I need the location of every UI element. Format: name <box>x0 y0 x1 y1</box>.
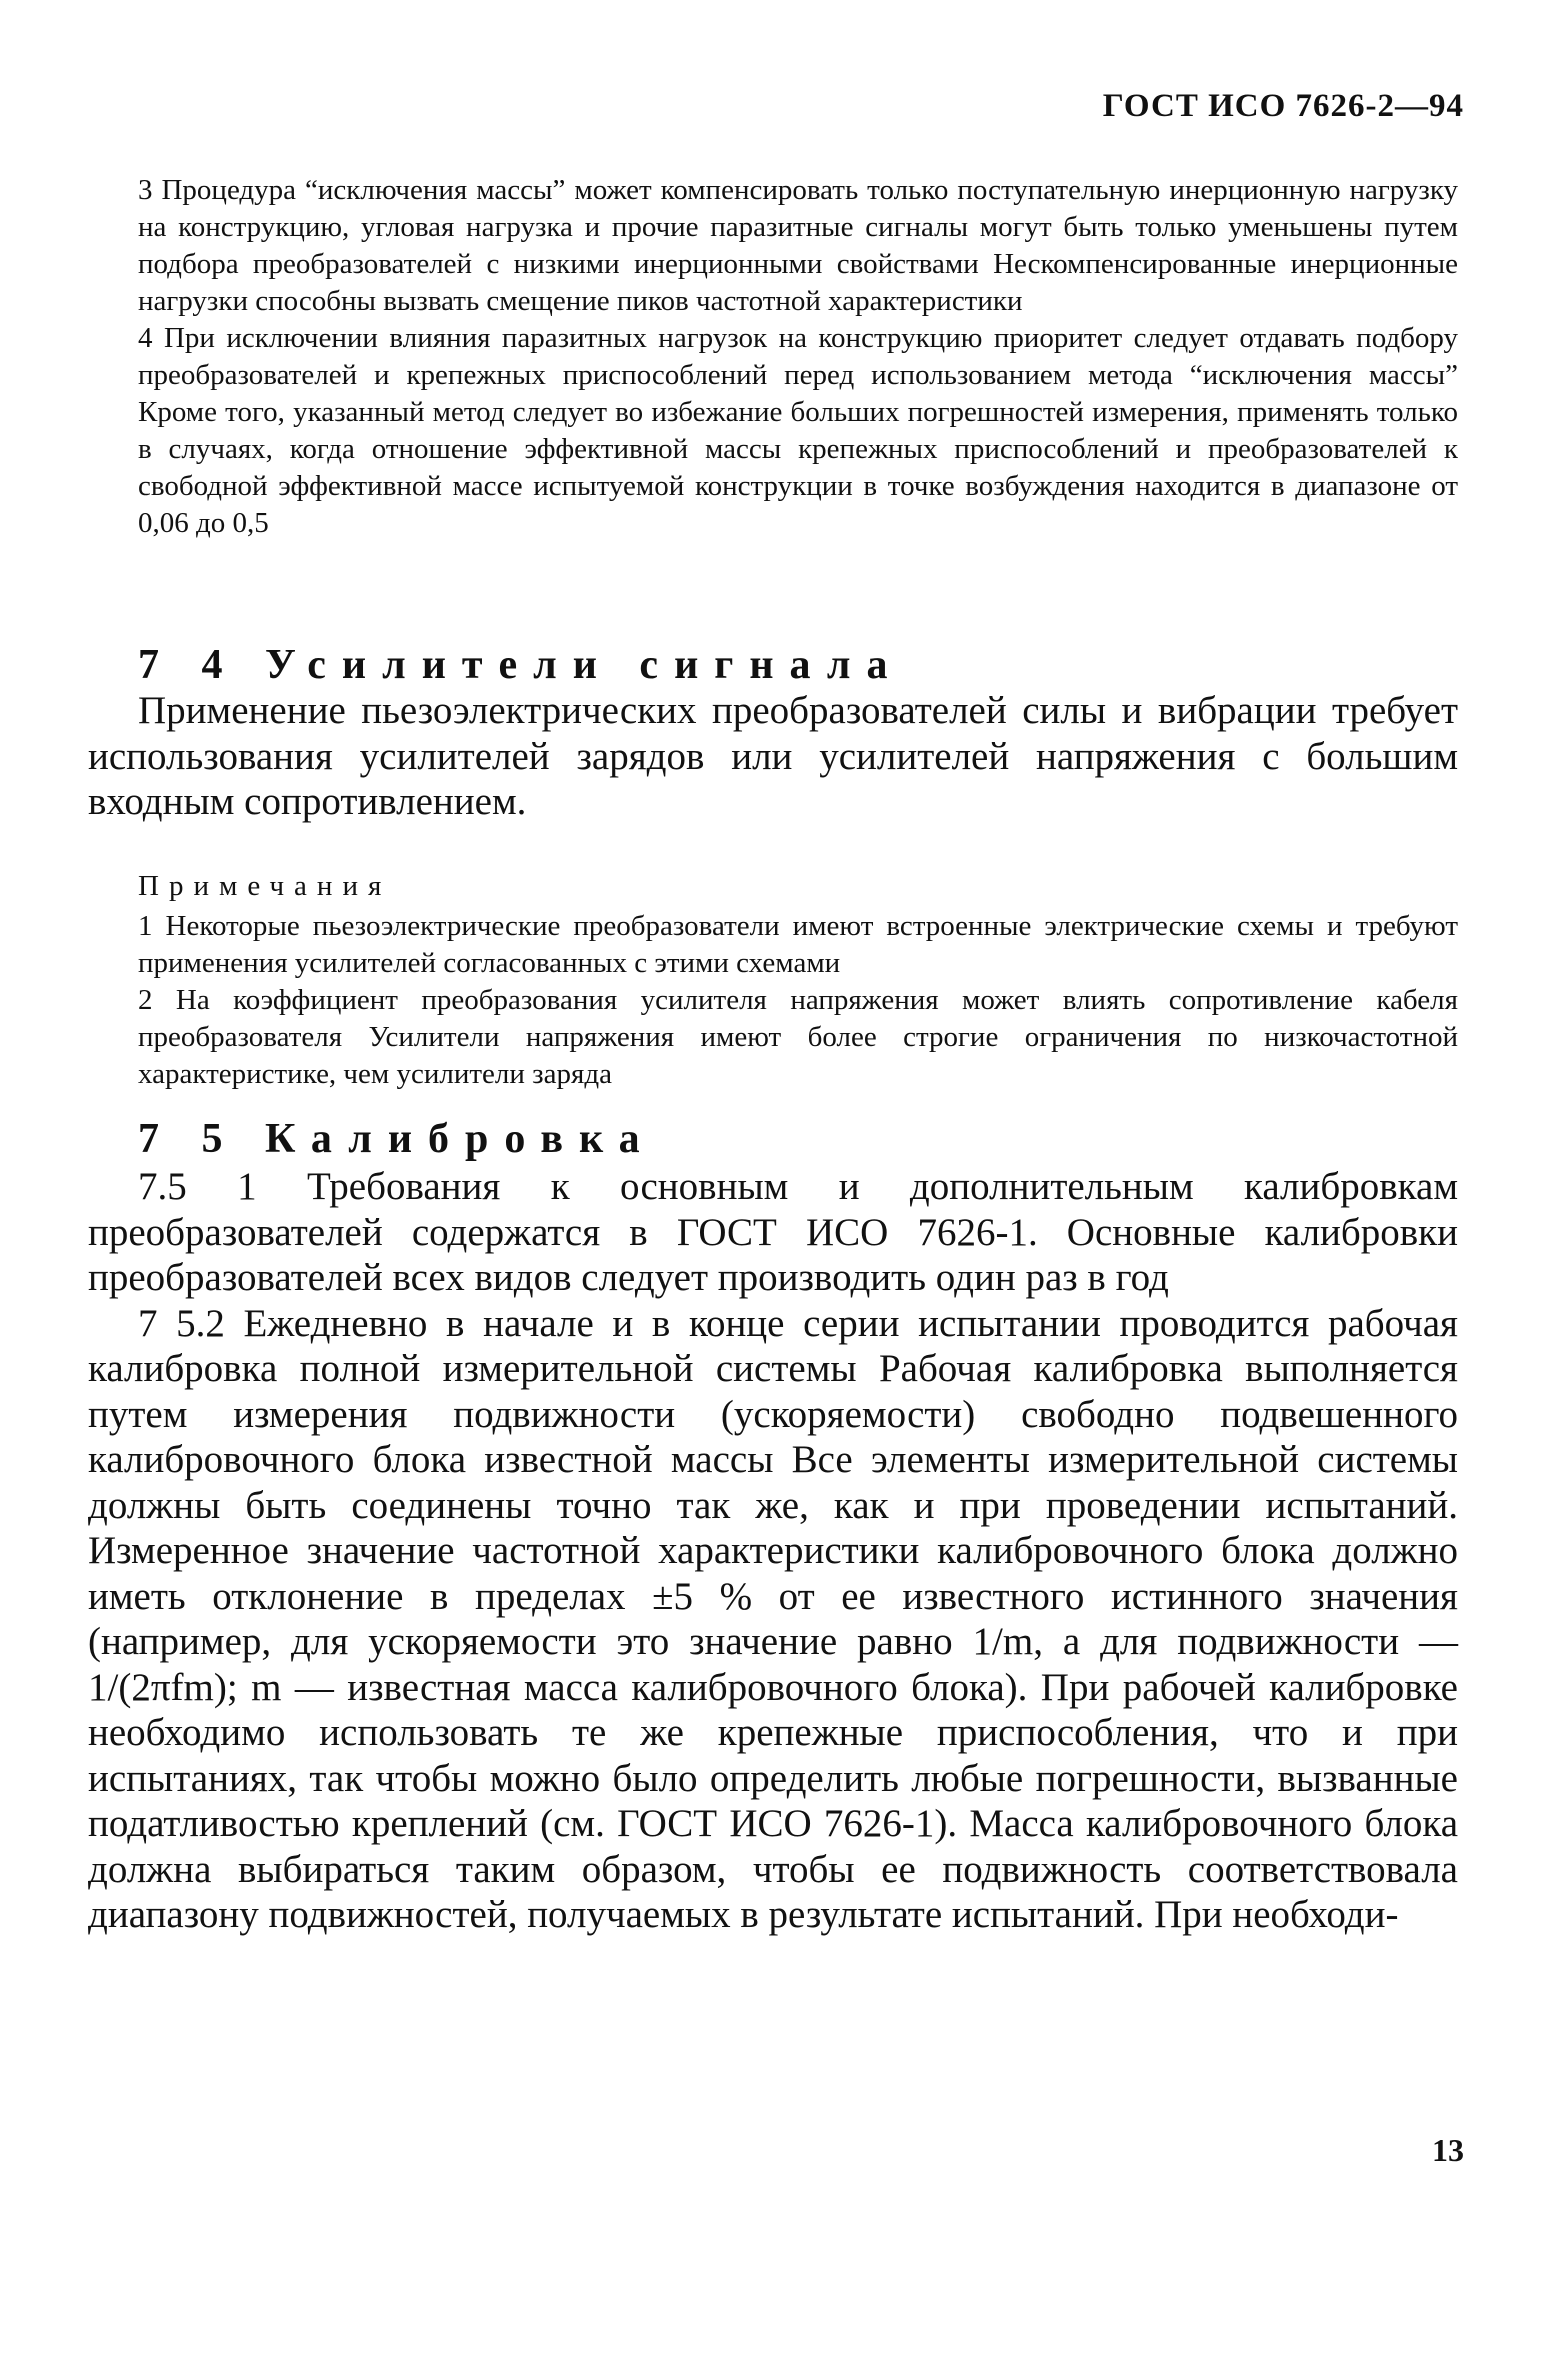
notes-top-block <box>138 172 1458 542</box>
note-4: 4 При исключении влияния паразитных нагрузок на конструкцию приоритет следует отдавать подбору преобразователей и крепежных приспособлений перед использованием метода “исключения массы” Кроме того, указанный метод следует во избежание больших погрешностей измерения, применять только в случаях, когда отношение эффективной массы крепежных приспособлений и преобразователей к свободной эффективной массе испытуемой конструкции в точке возбуждения находится в диапазоне от 0,06 до 0,5 <box>138 322 1458 539</box>
section-74-note-2: 2 На коэффициент преобразования усилителя напряжения может влиять сопротивление кабеля преобразователя Усилители напряжения имеют более строгие ограничения по низкочастотной характеристике, чем усилители заряда <box>138 984 1458 1090</box>
section-75-body <box>88 1164 1458 1938</box>
note-3: 3 Процедура “исключения массы” может компенсировать только поступательную инерционную нагрузку на конструкцию, угловая нагрузка и прочие паразитные сигналы могут быть только уменьшены путем подбора преобразователей с низкими инерционными свойствами Нескомпенсированные инерционные нагрузки способны вызвать смещение пиков частотной характеристики <box>138 174 1458 317</box>
page-number: 13 <box>1432 2132 1464 2168</box>
section-74-paragraph: Применение пьезоэлектрических преобразователей силы и вибрации требует использования усилителей зарядов или усилителей напряжения с большим входным сопротивлением. <box>88 689 1458 823</box>
section-74-body <box>88 688 1458 825</box>
notes-label: Примечания <box>138 870 392 902</box>
paragraph-751: 7.5 1 Требования к основным и дополнительным калибровкам преобразователей содержатся в ГОСТ ИСО 7626-1. Основные калибровки преобразователей всех видов следует производить один раз в год <box>88 1165 1458 1299</box>
section-74-note-1: 1 Некоторые пьезоэлектрические преобразователи имеют встроенные электрические схемы и требуют применения усилителей согласованных с этими схемами <box>138 910 1458 979</box>
section-74-notes <box>138 868 1458 1093</box>
paragraph-752: 7 5.2 Ежедневно в начале и в конце серии испытании проводится рабочая калибровка полной измерительной системы Рабочая калибровка выполняется путем измерения подвижности (ускоряемости) свободно подвешенного калибровочного блока известной массы Все элементы измерительной системы должны быть соединены точно так же, как и при проведении испытаний. Измеренное значение частотной характеристики калибровочного блока должно иметь отклонение в пределах ±5 % от ее известного истинного значения (например, для ускоряемости это значение равно 1/m, а для подвижности — 1/(2πfm); m — известная масса калибровочного блока). При рабочей калибровке необходимо использовать те же крепежные приспособления, что и при испытаниях, так чтобы можно было определить любые погрешности, вызванные податливостью креплений (см. ГОСТ ИСО 7626-1). Масса калибровочного блока должна выбираться таким образом, чтобы ее подвижность соответствовала диапазону подвижностей, получаемых в результате испытаний. При необходи- <box>88 1301 1458 1936</box>
document-header: ГОСТ ИСО 7626-2—94 <box>1102 88 1464 124</box>
section-75-title: 7 5 Калибровка <box>138 1116 656 1162</box>
section-74-title: 7 4 Усилители сигнала <box>138 642 904 688</box>
